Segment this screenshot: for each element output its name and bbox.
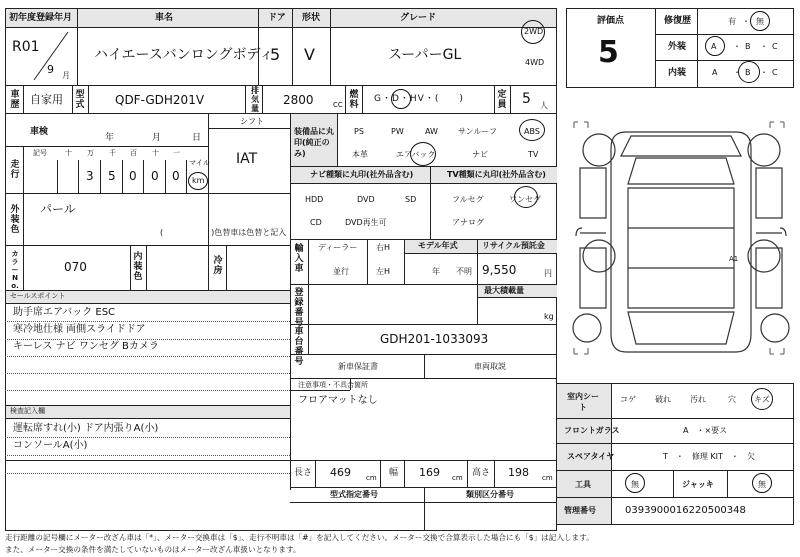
- inspection-label: 車検: [30, 127, 49, 137]
- grade: スーパーGL: [388, 47, 462, 63]
- repair-none: 無: [756, 17, 764, 26]
- inspection-notes-label: 検査記入欄: [10, 407, 45, 415]
- mile-label: マイル: [189, 159, 210, 167]
- interior-dot-2: ・: [760, 68, 768, 77]
- windshield-options: A ・×要ス: [683, 426, 728, 435]
- exterior-c: C: [772, 42, 778, 51]
- exterior-label: 外装: [668, 42, 687, 52]
- seat-label: 室内シート: [567, 392, 599, 412]
- exterior-dot-2: ・: [760, 42, 768, 51]
- mileage-label: 走行: [10, 160, 20, 180]
- seat-tear: 破れ: [655, 395, 671, 404]
- type-designation-label: 型式指定番号: [330, 490, 378, 499]
- first-reg-month: 9: [47, 63, 54, 76]
- inspection-year: 年: [105, 133, 115, 143]
- chassis-label: 車台番号: [294, 327, 304, 367]
- cc-unit: CC: [333, 101, 343, 109]
- recycle-value: 9,550: [482, 263, 517, 277]
- repair-dot: ・: [742, 17, 750, 26]
- door-label: ドア: [268, 13, 286, 23]
- equip-abs: ABS: [524, 127, 540, 136]
- equipment-label: 装備品に丸印(純正のみ): [294, 127, 334, 158]
- unit-ten-thousand: 万: [87, 149, 94, 157]
- handle-right: 右H: [376, 243, 391, 252]
- navi-sd: SD: [405, 195, 417, 204]
- spare-tire-options: T ・ 修理 KIT ・ 欠: [663, 452, 755, 461]
- capacity-unit: 人: [540, 101, 548, 110]
- shift-value: IAT: [236, 151, 258, 167]
- unit-hundred: 百: [130, 149, 137, 157]
- unit-thousand: 千: [109, 149, 116, 157]
- interior-c: C: [772, 68, 778, 77]
- tv-analog: アナログ: [452, 218, 484, 227]
- shift-label: シフト: [240, 117, 264, 126]
- sales-points-label: セールスポイント: [10, 292, 66, 300]
- height-unit: cm: [542, 474, 553, 482]
- mgmt-no-label: 管理番号: [564, 506, 596, 515]
- seat-dirt: 汚れ: [690, 395, 706, 404]
- handle-left: 左H: [376, 267, 391, 276]
- damage-mark-a1: A1: [729, 255, 739, 263]
- sales-point-2: 寒冷地仕様 両側スライドドア: [13, 324, 146, 335]
- exterior-color-label: 外装色: [10, 205, 20, 235]
- mileage-symbol-label: 記号: [33, 149, 47, 157]
- model-year-year: 年: [432, 267, 440, 276]
- seat-scratch: キズ: [754, 395, 770, 404]
- exterior-dot-1: ・: [733, 42, 741, 51]
- car-name-label: 車名: [155, 13, 174, 23]
- equip-sunroof: サンルーフ: [458, 127, 497, 136]
- fuel-label: 燃料: [349, 90, 359, 110]
- height-label: 高さ: [472, 468, 491, 478]
- exterior-color-value: パール: [40, 202, 76, 216]
- displacement-label: 排気量: [251, 86, 259, 113]
- width-unit: cm: [452, 474, 463, 482]
- month-unit: 月: [62, 71, 70, 80]
- repair-yes: 有: [728, 17, 736, 26]
- first-reg-label: 初年度登録年月: [9, 13, 73, 23]
- equip-aw: AW: [425, 127, 438, 136]
- capacity-label: 定員: [497, 90, 507, 110]
- mgmt-no-value: 0393900016220500348: [625, 505, 746, 516]
- tools-value: 無: [631, 480, 639, 489]
- import-dealer: ディーラー: [318, 243, 358, 252]
- drive-4wd: 4WD: [525, 58, 545, 67]
- inspection-note-2: コンソールA(小): [13, 440, 88, 451]
- import-car-label: 輸入車: [294, 244, 304, 274]
- usage-label: 車歴: [10, 90, 20, 110]
- displacement-value: 2800: [283, 93, 314, 107]
- first-reg-era: R01: [12, 39, 40, 55]
- exterior-b: B: [745, 42, 751, 51]
- width-value: 169: [419, 466, 440, 479]
- navi-type-label: ナビ種類に丸印(社外品含む): [310, 170, 414, 179]
- spare-tire-label: スペアタイヤ: [567, 452, 615, 461]
- chassis-value: GDH201-1033093: [380, 332, 489, 346]
- windshield-label: フロントガラス: [564, 426, 620, 435]
- evaluation-score: 5: [598, 35, 619, 70]
- navi-dvd-play: DVD再生可: [345, 218, 387, 227]
- equip-tv: TV: [528, 150, 539, 159]
- inspection-month: 月: [152, 133, 162, 143]
- recycle-label: リサイクル預託金: [482, 241, 545, 250]
- notes-label: 注意事項・不具合箇所: [298, 381, 368, 389]
- reg-number-label: 登録番号: [294, 288, 304, 328]
- length-unit: cm: [366, 474, 377, 482]
- exterior-a: A: [711, 42, 717, 51]
- inspection-day: 日: [192, 133, 202, 143]
- interior-b: B: [745, 68, 751, 77]
- drive-2wd: 2WD: [524, 27, 544, 36]
- class-number-label: 類別区分番号: [466, 490, 514, 499]
- usage-value: 自家用: [30, 93, 63, 106]
- unit-ten-thousand-ten: 十: [65, 149, 72, 157]
- mileage-digit-5: 0: [172, 169, 180, 183]
- interior-label: 内装: [668, 68, 687, 78]
- jack-label: ジャッキ: [682, 480, 714, 489]
- mileage-digit-3: 0: [129, 169, 137, 183]
- max-load-unit: kg: [544, 312, 554, 321]
- new-car-warranty: 新車保証書: [338, 362, 378, 371]
- equip-navi: ナビ: [472, 150, 488, 159]
- mileage-digit-4: 0: [151, 169, 159, 183]
- equip-airbag: エアバック: [396, 150, 436, 159]
- fridge-label: 冷房: [213, 256, 223, 276]
- mileage-digit-2: 5: [108, 169, 116, 183]
- import-parallel: 並行: [333, 267, 349, 276]
- tv-type-label: TV種類に丸印(社外品含む): [447, 170, 546, 179]
- tv-fullseg: フルセグ: [452, 195, 484, 204]
- max-load-label: 最大積載量: [484, 286, 524, 295]
- footer-note-2: また、メーター交換の条件を満たしていないものはメーター改ざん車扱いとなります。: [5, 545, 301, 554]
- width-label: 幅: [389, 468, 399, 478]
- sales-point-3: キーレス ナビ ワンセグ Bカメラ: [13, 341, 159, 352]
- unit-one: 一: [173, 149, 180, 157]
- model-value: QDF-GDH201V: [115, 93, 205, 107]
- door-count: 5: [270, 45, 281, 64]
- car-body-diagram: [566, 108, 796, 378]
- model-year-label: モデル年式: [418, 241, 458, 250]
- vehicle-manual: 車両取説: [474, 362, 506, 371]
- color-no-value: 070: [64, 260, 87, 274]
- repair-history-label: 修復歴: [664, 16, 692, 26]
- km-unit: km: [192, 176, 205, 185]
- recycle-yen: 円: [544, 269, 552, 278]
- interior-a: A: [712, 68, 718, 77]
- interior-color-label: 内装色: [133, 252, 143, 282]
- seat-burn: コゲ: [620, 395, 636, 404]
- mileage-digit-1: 3: [86, 169, 94, 183]
- capacity-value: 5: [522, 91, 531, 107]
- score-label: 評価点: [597, 16, 625, 26]
- color-no-label: カラーNo.: [11, 250, 19, 290]
- inspection-note-1: 運転席すれ(小) ドア内張りA(小): [13, 423, 159, 434]
- grade-label: グレード: [400, 13, 437, 23]
- footer-note-1: 走行距離の記号欄にメーター改ざん車は「*」、メーター交換車は「$」、走行不明車は「#」を記入してください。メーター交換で合算表示した場合にも「$」は記入します。: [5, 533, 594, 542]
- height-value: 198: [508, 466, 529, 479]
- tv-oneseg: ワンセグ: [509, 195, 541, 204]
- body-type: V: [304, 45, 315, 64]
- navi-dvd: DVD: [357, 195, 375, 204]
- navi-hdd: HDD: [305, 195, 324, 204]
- car-name: ハイエースバンロングボディ: [94, 47, 274, 63]
- equip-leather: 本革: [352, 150, 368, 159]
- equip-pw: PW: [391, 127, 404, 136]
- length-label: 長さ: [294, 468, 313, 478]
- color-change-note: ( )色替車は色替と記入: [160, 228, 287, 237]
- model-year-unknown: 不明: [456, 267, 472, 276]
- model-label: 型式: [75, 90, 85, 110]
- fuel-options: G・D・HV・( ): [374, 94, 464, 104]
- body-type-label: 形状: [302, 13, 321, 23]
- interior-dot-1: ・: [733, 68, 741, 77]
- notes-value: フロアマットなし: [298, 395, 378, 406]
- jack-value: 無: [758, 480, 766, 489]
- equip-ps: PS: [354, 127, 364, 136]
- seat-hole: 穴: [728, 395, 736, 404]
- sales-point-1: 助手席エアバック ESC: [13, 307, 116, 318]
- navi-cd: CD: [310, 218, 322, 227]
- tools-label: 工具: [575, 480, 591, 489]
- unit-ten: 十: [152, 149, 159, 157]
- length-value: 469: [330, 466, 351, 479]
